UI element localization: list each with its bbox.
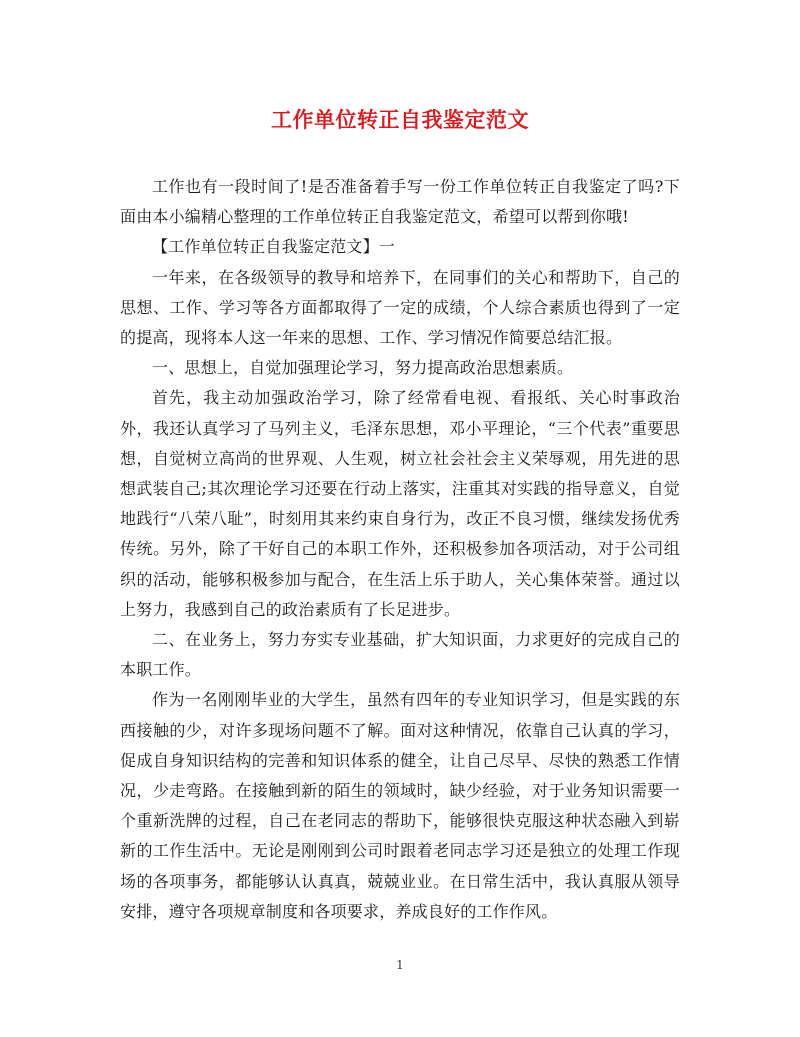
document-body (120, 172, 680, 927)
section-heading: 【工作单位转正自我鉴定范文】一 (152, 237, 396, 257)
intro-paragraph: 工作也有一段时间了!是否准备着手写一份工作单位转正自我鉴定了吗?下面由本小编精心整理的工作单位转正自我鉴定范文，希望可以帮到你哦! (120, 177, 680, 227)
page-number: 1 (396, 958, 404, 972)
body-paragraph: 一年来，在各级领导的教导和培养下，在同事们的关心和帮助下，自己的思想、工作、学习等各方面都取得了一定的成绩，个人综合素质也得到了一定的提高，现将本人这一年来的思想、工作、学习情况作简要总结汇报。 (120, 267, 680, 348)
body-paragraph: 作为一名刚刚毕业的大学生，虽然有四年的专业知识学习，但是实践的东西接触的少，对许多现场问题不了解。面对这种情况，依靠自己认真的学习，促成自身知识结构的完善和知识体系的健全，让自己尽早、尽快的熟悉工作情况，少走弯路。在接触到新的陌生的领域时，缺少经验，对于业务知识需要一个重新洗牌的过程，自己在老同志的帮助下，能够很快克服这种状态融入到崭新的工作生活中。无论是刚刚到公司时跟着老同志学习还是独立的处理工作现场的各项事务，都能够认认真真，兢兢业业。在日常生活中，我认真服从领导安排，遵守各项规章制度和各项要求，养成良好的工作作风。 (120, 690, 680, 921)
document-title: 工作单位转正自我鉴定范文 (271, 107, 529, 132)
subheading-ideology: 一、思想上，自觉加强理论学习，努力提高政治思想素质。 (152, 358, 574, 378)
subheading-business: 二、在业务上，努力夯实专业基础，扩大知识面，力求更好的完成自己的本职工作。 (120, 630, 680, 680)
body-paragraph: 首先，我主动加强政治学习，除了经常看电视、看报纸、关心时事政治外，我还认真学习了马列主义，毛泽东思想，邓小平理论，“三个代表”重要思想，自觉树立高尚的世界观、人生观，树立社会社会主义荣辱观，用先进的思想武装自己;其次理论学习还要在行动上落实，注重其对实践的指导意义，自觉地践行“八荣八耻”，时刻用其来约束自身行为，改正不良习惯，继续发扬优秀传统。另外，除了干好自己的本职工作外，还积极参加各项活动，对于公司组织的活动，能够积极参加与配合，在生活上乐于助人，关心集体荣誉。通过以上努力，我感到自己的政治素质有了长足进步。 (120, 388, 680, 619)
